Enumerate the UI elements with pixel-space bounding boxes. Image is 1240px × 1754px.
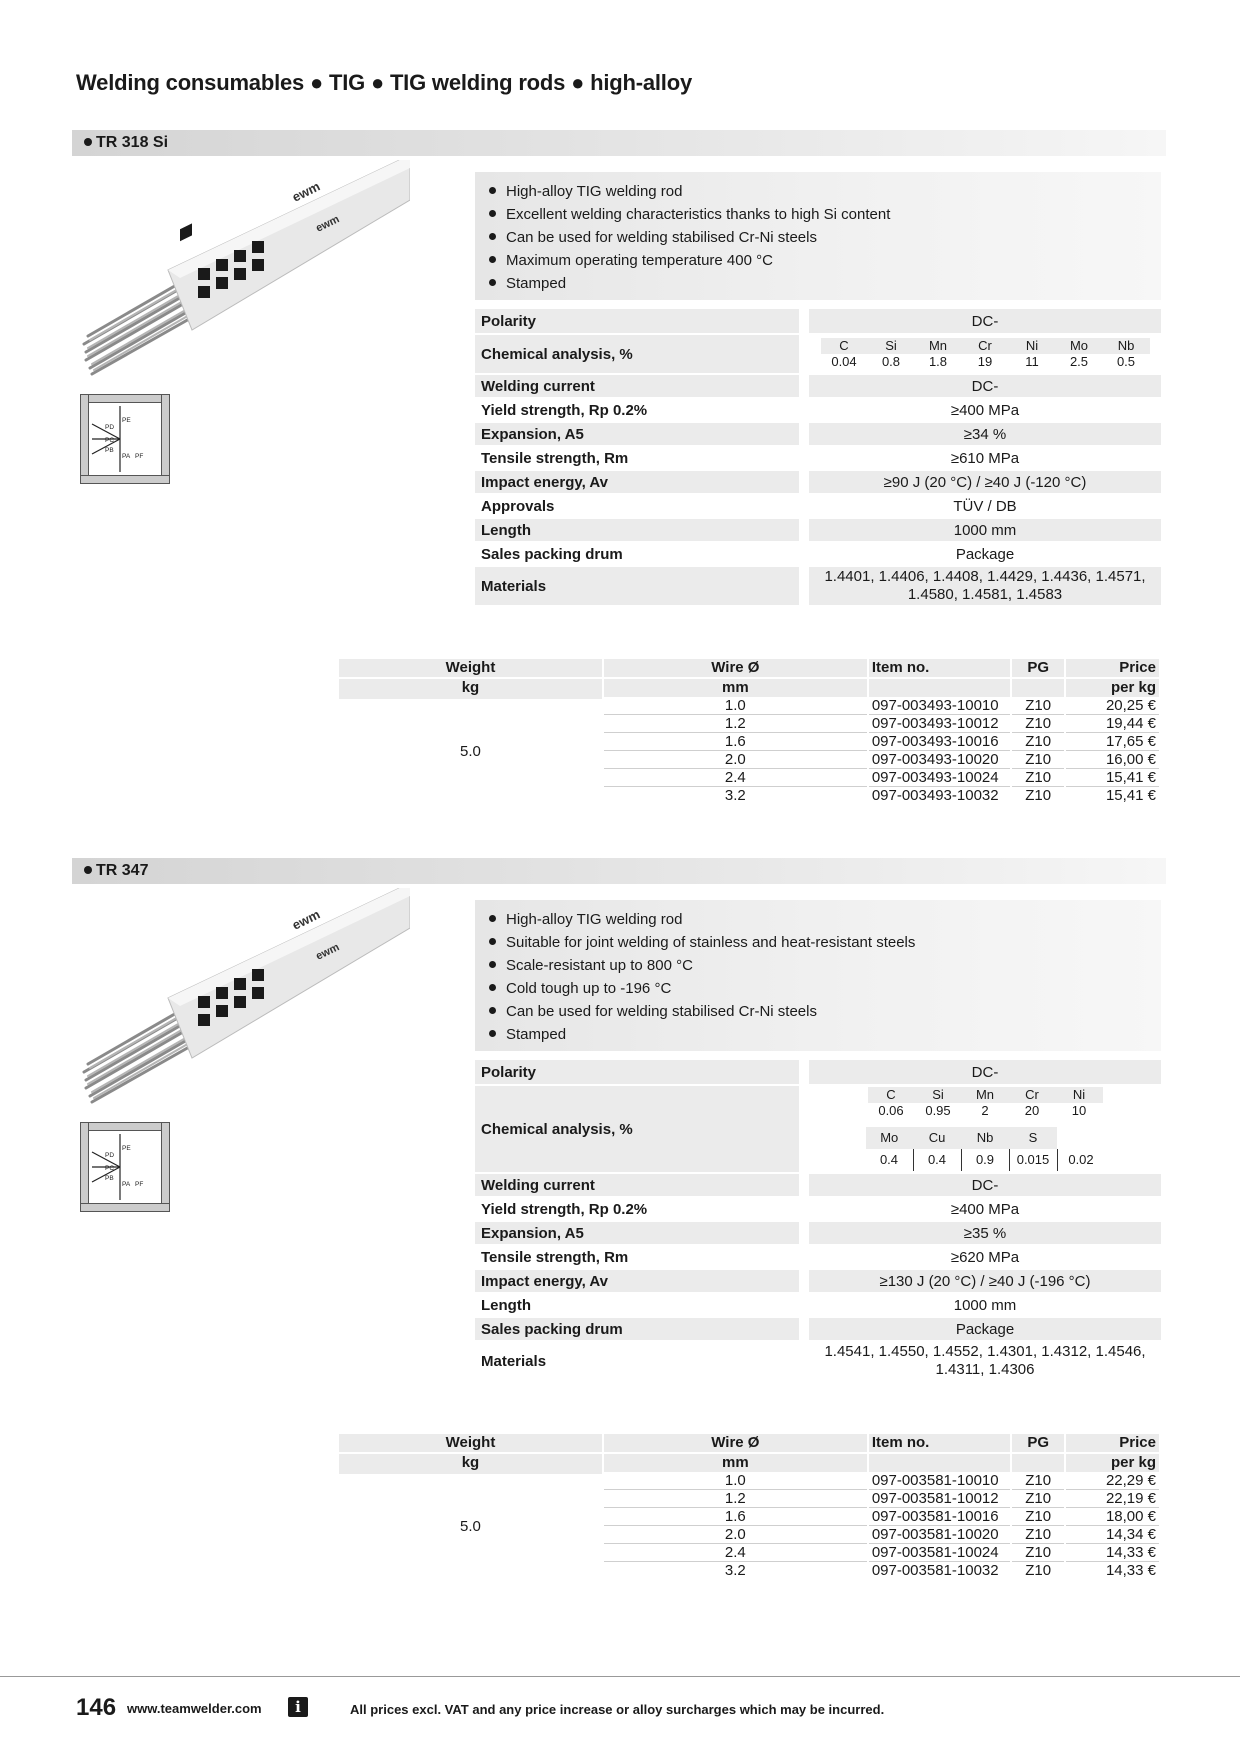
feature-list (487, 908, 1161, 1046)
table-row: 2.4 097-003581-10024 Z10 14,33 € (339, 1544, 1159, 1562)
product-logo: ewm (289, 178, 323, 205)
bullet-icon (84, 866, 92, 874)
bullet-icon (489, 938, 496, 945)
bullet-icon (84, 138, 92, 146)
website-link[interactable]: www.teamwelder.com (127, 1701, 262, 1716)
package-box (168, 888, 410, 1058)
section-header-tr347 (72, 858, 1166, 884)
table-row: 2.4 097-003493-10024 Z10 15,41 € (339, 769, 1159, 787)
feature-item: High-alloy TIG welding rod (487, 908, 1161, 931)
svg-text:ewm: ewm (314, 941, 342, 963)
chemical-analysis-table: C Si Mn Cr Ni 0.06 0.95 2 20 10 (868, 1087, 1103, 1119)
welding-position-diagram (80, 1122, 170, 1212)
feature-item: Can be used for welding stabilised Cr-Ni steels (487, 226, 1161, 249)
spec-row-polarity: Polarity DC- (475, 309, 1161, 333)
footer-divider (0, 1676, 1240, 1677)
feature-item: Stamped (487, 272, 1161, 295)
page-title: Welding consumables ● TIG ● TIG welding rods ● high-alloy (76, 70, 692, 95)
svg-text:PC: PC (105, 437, 115, 444)
feature-item: Can be used for welding stabilised Cr-Ni steels (487, 1000, 1161, 1023)
bullet-icon (489, 1030, 496, 1037)
spec-row-length: Length 1000 mm (475, 1294, 1161, 1316)
product-logo: ewm (289, 906, 323, 933)
table-row: 1.2 097-003493-10012 Z10 19,44 € (339, 715, 1159, 733)
table-row: 5.0 1.0 097-003493-10010 Z10 20,25 € (339, 697, 1159, 715)
feature-item: Scale-resistant up to 800 °C (487, 954, 1161, 977)
chemical-analysis-table-2: Mo Cu Nb S 0.4 0.4 0.9 0.015 0.02 (866, 1127, 1105, 1171)
price-footnote: All prices excl. VAT and any price increase or alloy surcharges which may be incurred. (350, 1702, 885, 1717)
svg-text:ewm: ewm (314, 213, 342, 235)
price-table-tr347: Weight Wire Ø Item no. PG Price kg mm per kg 5.0 1.0 097-003581-10010 Z10 22,29 € 1.2 097-003581-10012 Z10 22,19 € 1.6 097-003581-10016 Z10 18,00 € 2.0 097-003581-10020 Z10 14,34 € 2.4 097-003581-10024 Z10 14,33 € 3.2 097-003581-10032 Z10 14,33 € (337, 1434, 1161, 1579)
svg-text:PB: PB (105, 1175, 114, 1182)
spec-row-length: Length 1000 mm (475, 519, 1161, 541)
spec-table (475, 307, 1161, 607)
welding-rods-product-image (80, 888, 410, 1118)
table-row: 1.6 097-003493-10016 Z10 17,65 € (339, 733, 1159, 751)
feature-item: Suitable for joint welding of stainless and heat-resistant steels (487, 931, 1161, 954)
feature-item: Stamped (487, 1023, 1161, 1046)
spec-row-expansion: Expansion, A5 ≥34 % (475, 423, 1161, 445)
table-row: 1.2 097-003581-10012 Z10 22,19 € (339, 1490, 1159, 1508)
spec-row-chemical: Chemical analysis, % C Si Mn Cr Ni 0.06 0.95 2 20 10 Mo Cu Nb S 0.4 0.4 0.9 0.015 0.02 (475, 1086, 1161, 1172)
svg-text:PA: PA (122, 1181, 131, 1188)
bullet-icon (489, 210, 496, 217)
svg-text:PE: PE (122, 1145, 131, 1152)
bullet-icon (489, 233, 496, 240)
svg-text:PA: PA (122, 453, 131, 460)
bullet-icon (489, 915, 496, 922)
feature-item: Maximum operating temperature 400 °C (487, 249, 1161, 272)
svg-text:PD: PD (105, 424, 115, 431)
table-row: 3.2 097-003493-10032 Z10 15,41 € (724, 787, 1156, 804)
svg-text:PF: PF (135, 1181, 144, 1188)
welding-rods-product-image (80, 160, 410, 390)
bullet-icon (489, 961, 496, 968)
feature-list (487, 180, 1161, 295)
table-row: 2.0 097-003581-10020 Z10 14,34 € (339, 1526, 1159, 1544)
feature-item: High-alloy TIG welding rod (487, 180, 1161, 203)
svg-text:PF: PF (135, 453, 144, 460)
spec-row-tensile: Tensile strength, Rm ≥610 MPa (475, 447, 1161, 469)
spec-row-yield: Yield strength, Rp 0.2% ≥400 MPa (475, 399, 1161, 421)
bullet-icon (489, 256, 496, 263)
svg-text:PC: PC (105, 1165, 115, 1172)
spec-row-packing: Sales packing drum Package (475, 1318, 1161, 1340)
bullet-icon (489, 187, 496, 194)
feature-item: Excellent welding characteristics thanks to high Si content (487, 203, 1161, 226)
feature-item: Cold tough up to -196 °C (487, 977, 1161, 1000)
chemical-analysis-table: C Si Mn Cr Ni Mo Nb 0.04 0.8 1.8 19 11 2.5 0.5 (821, 338, 1150, 370)
svg-text:PD: PD (105, 1152, 115, 1159)
bullet-icon (489, 984, 496, 991)
spec-row-tensile: Tensile strength, Rm ≥620 MPa (475, 1246, 1161, 1268)
product-name: TR 318 Si (96, 134, 169, 151)
spec-row-chemical: Chemical analysis, % C Si Mn Cr Ni Mo Nb 0.04 0.8 1.8 19 11 2.5 0.5 (475, 335, 1161, 373)
product-name: TR 347 (96, 862, 149, 879)
price-table-tr318si: Weight Wire Ø Item no. PG Price kg mm per kg 5.0 1.0 097-003493-10010 Z10 20,25 € 1.2 097-003493-10012 Z10 19,44 € 1.6 097-003493-10016 Z10 17,65 € 2.0 097-003493-10020 Z10 16,00 € 2.4 097-003493-10024 Z10 15,41 € 3.2 097-003493-10032 Z10 15,41 € (337, 659, 1161, 804)
info-icon: i (288, 1697, 308, 1717)
spec-row-current: Welding current DC- (475, 375, 1161, 397)
bullet-icon (489, 279, 496, 286)
spec-table (475, 1058, 1161, 1382)
spec-row-impact: Impact energy, Av ≥90 J (20 °C) / ≥40 J (-120 °C) (475, 471, 1161, 493)
spec-row-approvals: Approvals TÜV / DB (475, 495, 1161, 517)
table-row: 2.0 097-003493-10020 Z10 16,00 € (339, 751, 1159, 769)
spec-row-yield: Yield strength, Rp 0.2% ≥400 MPa (475, 1198, 1161, 1220)
table-row: 5.0 1.0 097-003581-10010 Z10 22,29 € (339, 1472, 1159, 1490)
package-box (168, 160, 410, 330)
svg-text:PB: PB (105, 447, 114, 454)
section-header-tr318si (72, 130, 1166, 156)
spec-row-impact: Impact energy, Av ≥130 J (20 °C) / ≥40 J (-196 °C) (475, 1270, 1161, 1292)
spec-row-polarity: Polarity DC- (475, 1060, 1161, 1084)
feature-list-box (475, 172, 1161, 300)
page-number: 146 (76, 1694, 117, 1721)
spec-row-expansion: Expansion, A5 ≥35 % (475, 1222, 1161, 1244)
bullet-icon (489, 1007, 496, 1014)
welding-position-diagram (80, 394, 170, 484)
spec-row-current: Welding current DC- (475, 1174, 1161, 1196)
svg-text:PE: PE (122, 417, 131, 424)
feature-list-box (475, 900, 1161, 1051)
spec-row-packing: Sales packing drum Package (475, 543, 1161, 565)
table-row: 3.2 097-003581-10032 Z10 14,33 € (724, 1562, 1156, 1579)
spec-row-materials: Materials 1.4401, 1.4406, 1.4408, 1.4429, 1.4436, 1.4571, 1.4580, 1.4581, 1.4583 (475, 567, 1161, 605)
table-row: 1.6 097-003581-10016 Z10 18,00 € (339, 1508, 1159, 1526)
spec-row-materials: Materials 1.4541, 1.4550, 1.4552, 1.4301, 1.4312, 1.4546, 1.4311, 1.4306 (481, 1343, 1146, 1378)
